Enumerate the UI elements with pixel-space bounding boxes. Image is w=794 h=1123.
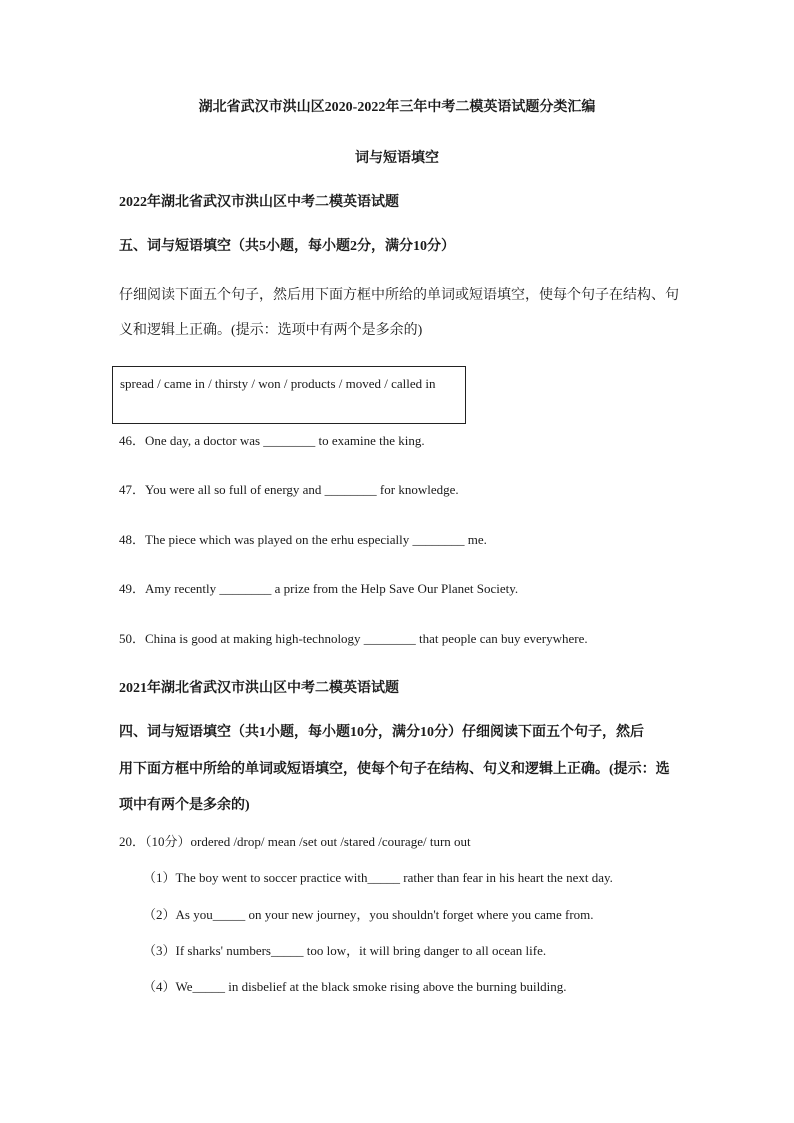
- section-heading-2021: 2021年湖北省武汉市洪山区中考二模英语试题: [119, 681, 399, 696]
- sub-question-4: （4）We_____ in disbelief at the black smoke rising above the burning building.: [143, 979, 567, 994]
- sub-question-1: （1）The boy went to soccer practice with_____ rather than fear in his heart the next day.: [143, 870, 613, 885]
- sub-question-3: （3）If sharks' numbers_____ too low，it will bring danger to all ocean life.: [143, 943, 547, 958]
- part-title-2021-line-3: 项中有两个是多余的): [119, 798, 250, 813]
- question-20-header: 20．（10分）ordered /drop/ mean /set out /stared /courage/ turn out: [119, 834, 471, 849]
- part-title-2021-line-2: 用下面方框中所给的单词或短语填空，使每个句子在结构、句义和逻辑上正确。(提示：选: [119, 762, 670, 777]
- question-50: 50．China is good at making high-technology ________ that people can buy everywhere.: [119, 631, 588, 646]
- word-bank-box: [112, 366, 466, 424]
- sub-question-2: （2）As you_____ on your new journey，you shouldn't forget where you came from.: [143, 907, 594, 922]
- question-48: 48．The piece which was played on the erhu especially ________ me.: [119, 532, 487, 547]
- page-title: 湖北省武汉市洪山区2020-2022年三年中考二模英语试题分类汇编: [198, 100, 596, 115]
- section-heading-2022: 2022年湖北省武汉市洪山区中考二模英语试题: [119, 195, 399, 210]
- part-title-2022: 五、词与短语填空（共5小题，每小题2分，满分10分）: [119, 239, 455, 254]
- word-bank-text: spread / came in / thirsty / won / products / moved / called in: [120, 376, 436, 391]
- question-46: 46．One day, a doctor was ________ to examine the king.: [119, 433, 425, 448]
- instruction-line-1: 仔细阅读下面五个句子，然后用下面方框中所给的单词或短语填空，使每个句子在结构、句: [119, 288, 679, 303]
- part-title-2021-line-1: 四、词与短语填空（共1小题，每小题10分，满分10分）仔细阅读下面五个句子，然后: [119, 725, 644, 740]
- page-subtitle: 词与短语填空: [355, 151, 439, 166]
- question-49: 49．Amy recently ________ a prize from the Help Save Our Planet Society.: [119, 581, 519, 596]
- instruction-line-2: 义和逻辑上正确。(提示：选项中有两个是多余的): [119, 323, 423, 338]
- question-47: 47．You were all so full of energy and ________ for knowledge.: [119, 482, 459, 497]
